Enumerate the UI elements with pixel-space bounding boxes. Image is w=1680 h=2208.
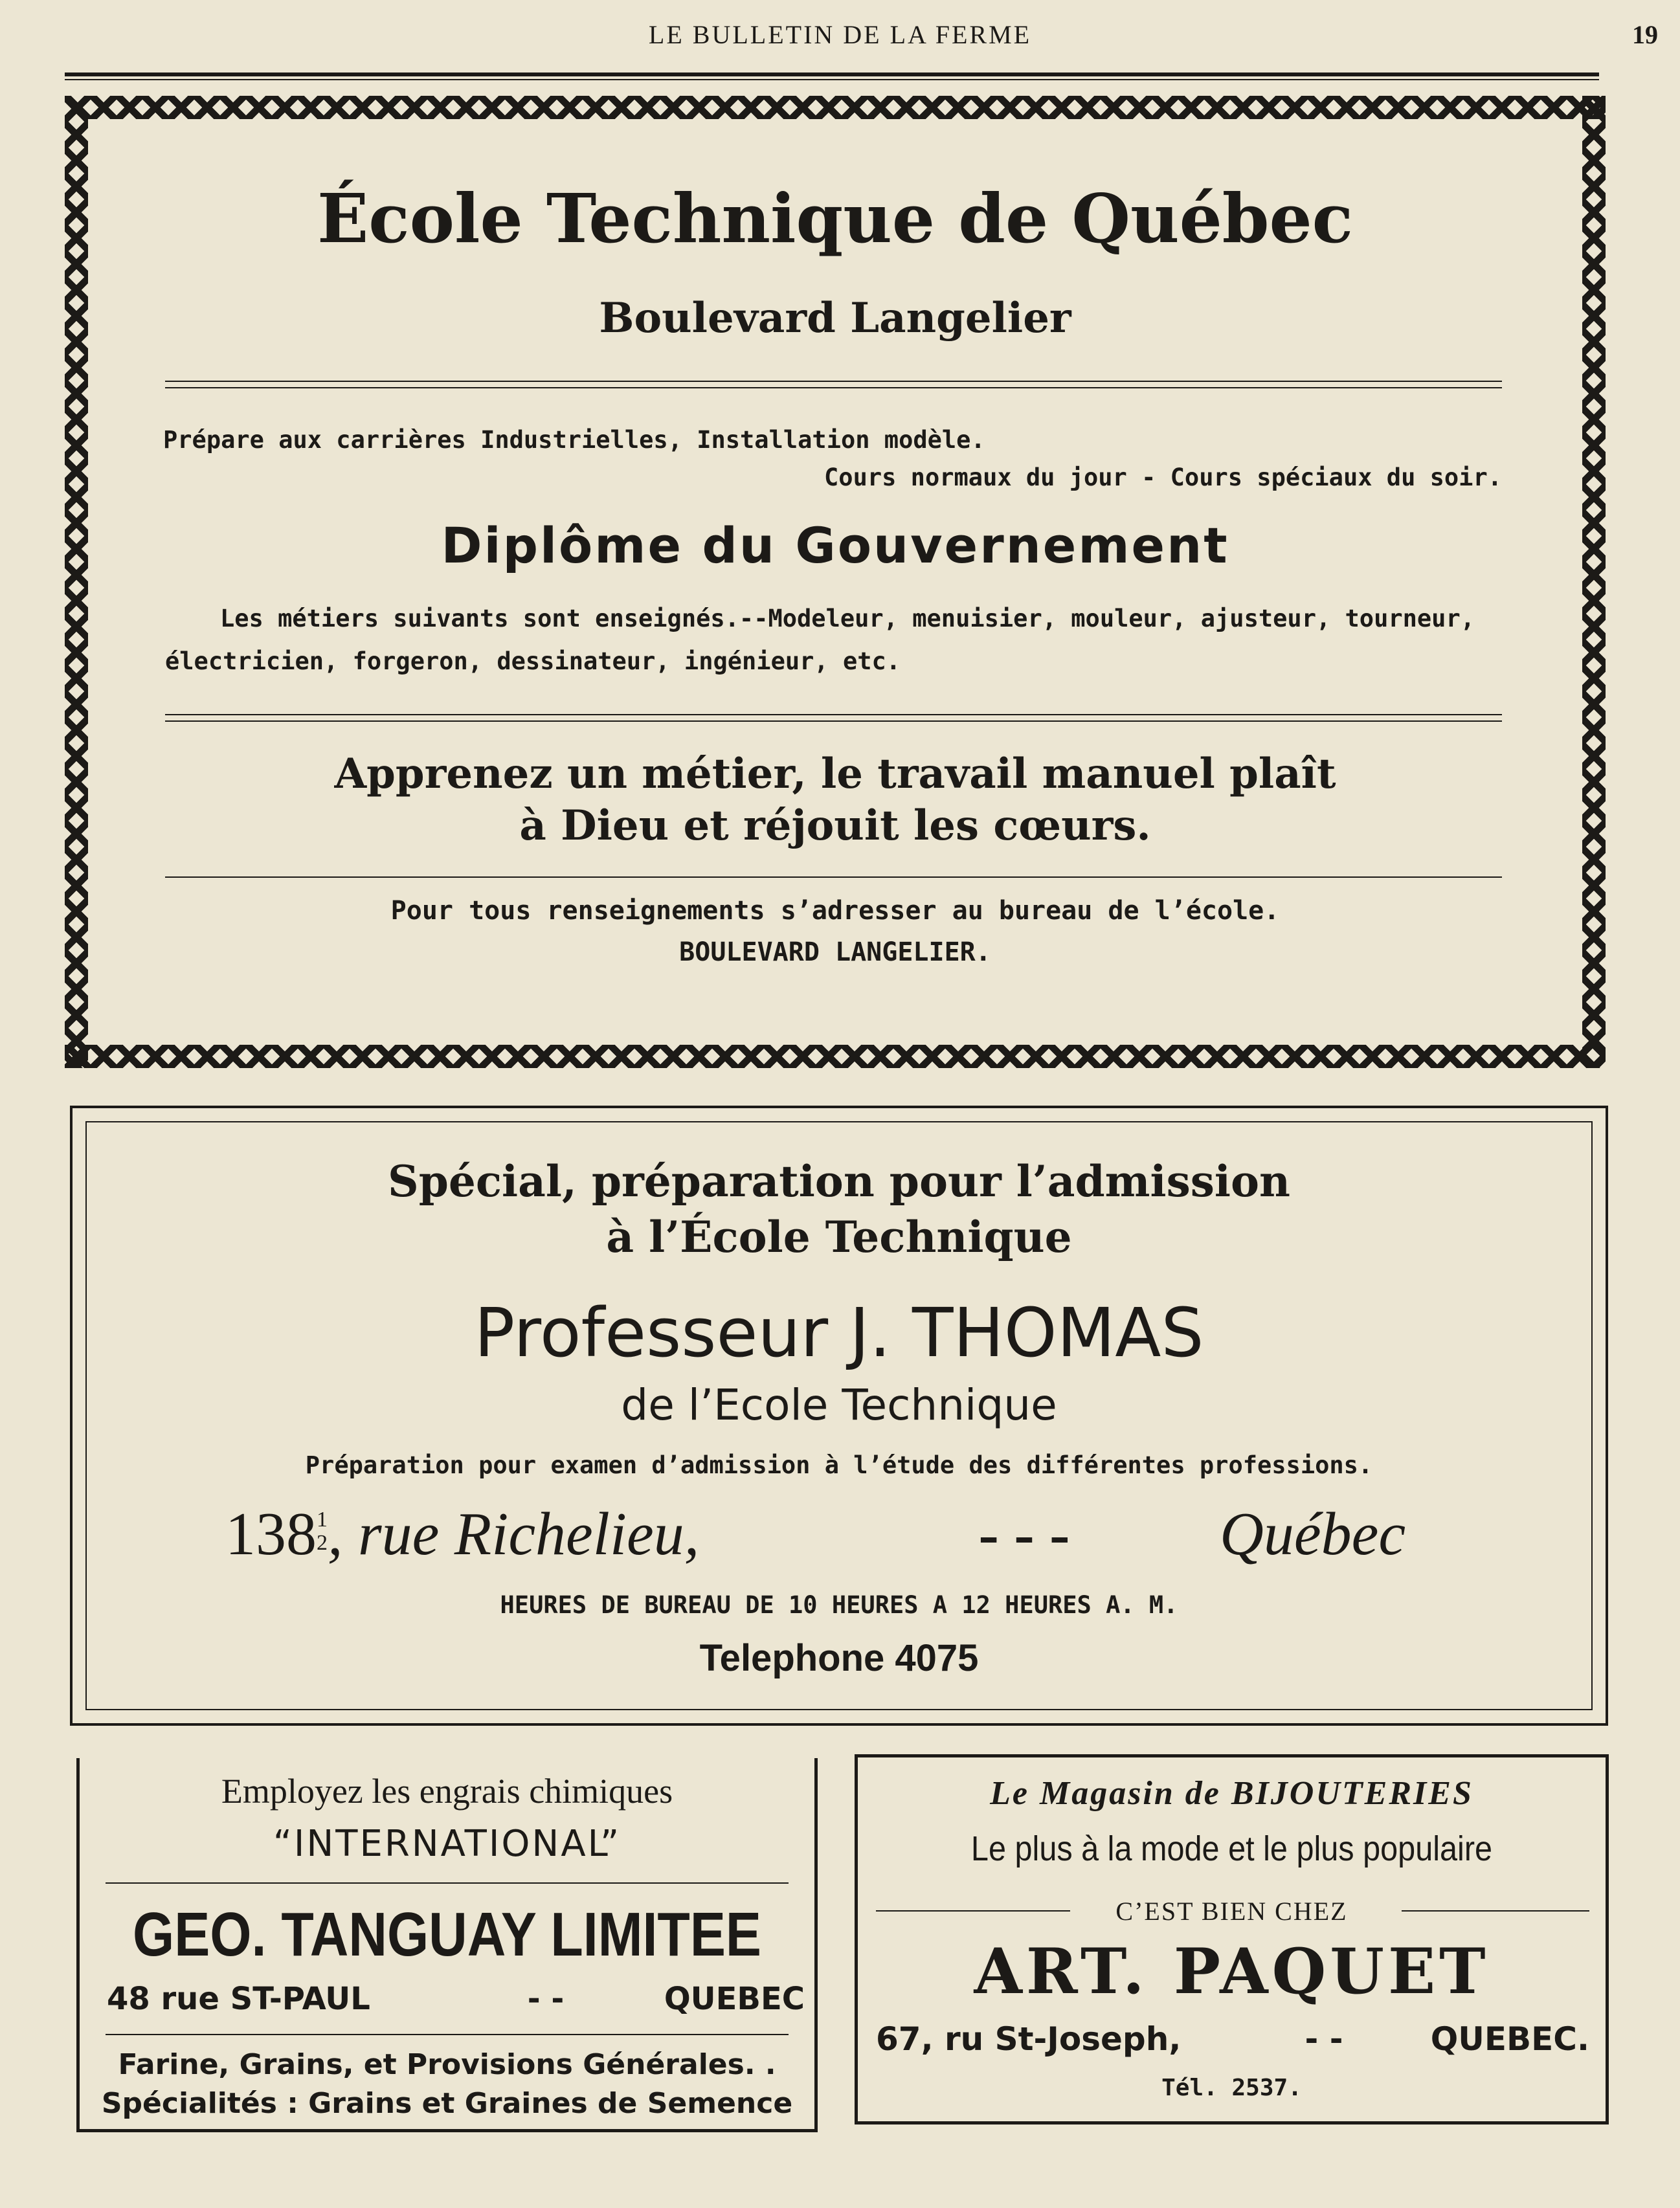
divider bbox=[106, 2034, 789, 2035]
ad-art-paquet bbox=[855, 1754, 1609, 2124]
divider bbox=[1402, 1910, 1589, 1912]
company-city: QUEBEC bbox=[664, 1981, 805, 2017]
divider bbox=[165, 876, 1502, 878]
address-dashes: - - bbox=[527, 1981, 565, 2017]
merchant-street: 67, ru St-Joseph, bbox=[876, 2020, 1182, 2058]
ad-subtitle: Boulevard Langelier bbox=[599, 294, 1071, 342]
divider bbox=[106, 1882, 789, 1884]
company-name: GEO. TANGUAY LIMITEE bbox=[133, 1900, 761, 1969]
ad-line: C’EST BIEN CHEZ bbox=[1115, 1897, 1348, 1926]
address-fraction bbox=[317, 1508, 328, 1555]
ad-line: Le Magasin de BIJOUTERIES bbox=[990, 1775, 1473, 1812]
motto: Apprenez un métier, le travail manuel plaît bbox=[334, 750, 1336, 798]
diploma-heading: Diplôme du Gouvernement bbox=[441, 517, 1229, 574]
merchant-city: QUEBEC. bbox=[1430, 2020, 1589, 2058]
contact-address: BOULEVARD LANGELIER. bbox=[679, 937, 991, 967]
ad-line: Prépare aux carrières Industrielles, Installation modèle. bbox=[163, 426, 985, 454]
description: Préparation pour examen d’admission à l’étude des différentes professions. bbox=[305, 1451, 1373, 1479]
company-street: 48 rue ST-PAUL bbox=[107, 1981, 370, 2017]
telephone: Telephone 4075 bbox=[699, 1637, 979, 1679]
running-head: LE BULLETIN DE LA FERME bbox=[648, 20, 1032, 49]
merchant-phone: Tél. 2537. bbox=[1161, 2075, 1302, 2101]
ad-line: Employez les engrais chimiques bbox=[221, 1772, 673, 1811]
trades-text: Les métiers suivants sont enseignés.--Modeleur, menuisier, mouleur, ajusteur, tourneur, bbox=[220, 605, 1475, 632]
motto: à Dieu et réjouit les cœurs. bbox=[519, 801, 1151, 850]
address-street: , rue Richelieu, bbox=[328, 1500, 700, 1568]
professor-name: Professeur J. THOMAS bbox=[474, 1293, 1204, 1372]
products: Spécialités : Grains et Graines de Semence bbox=[101, 2087, 793, 2120]
divider bbox=[165, 714, 1502, 722]
ad-line: Le plus à la mode et le plus populaire bbox=[970, 1829, 1493, 1868]
products: Farine, Grains, et Provisions Générales. . bbox=[118, 2048, 776, 2081]
address-dashes: - - bbox=[1305, 2020, 1343, 2058]
page-number: 19 bbox=[1632, 20, 1658, 49]
address-number: 138 bbox=[225, 1500, 317, 1568]
fraction-top: 1 bbox=[317, 1508, 328, 1532]
ornamental-border-right bbox=[1582, 96, 1606, 1068]
ornamental-border-bottom bbox=[65, 1045, 1606, 1068]
ad-line: Cours normaux du jour - Cours spéciaux du soir. bbox=[824, 463, 1502, 491]
ad-geo-tanguay bbox=[76, 1758, 818, 2132]
divider bbox=[165, 381, 1502, 388]
office-hours: HEURES DE BUREAU DE 10 HEURES A 12 HEURES A. M. bbox=[500, 1591, 1178, 1619]
header-rule bbox=[65, 72, 1599, 80]
ornamental-border-top bbox=[65, 96, 1606, 119]
address-city: Québec bbox=[1220, 1500, 1406, 1568]
ornamental-border-left bbox=[65, 96, 88, 1068]
ad-title: École Technique de Québec bbox=[317, 179, 1353, 258]
fraction-bottom: 2 bbox=[317, 1531, 328, 1555]
affiliation: de l’Ecole Technique bbox=[621, 1380, 1057, 1430]
contact-text: Pour tous renseignements s’adresser au bureau de l’école. bbox=[390, 896, 1280, 926]
ad-heading: à l’École Technique bbox=[606, 1212, 1072, 1262]
ad-ecole-technique bbox=[65, 96, 1606, 1068]
product-name: “INTERNATIONAL” bbox=[273, 1823, 622, 1865]
ad-professeur-thomas bbox=[70, 1106, 1608, 1726]
merchant-name: ART. PAQUET bbox=[974, 1935, 1490, 2008]
address-dashes: - - - bbox=[978, 1500, 1070, 1568]
ad-heading: Spécial, préparation pour l’admission bbox=[388, 1156, 1290, 1207]
trades-text: électricien, forgeron, dessinateur, ingénieur, etc. bbox=[165, 647, 901, 675]
